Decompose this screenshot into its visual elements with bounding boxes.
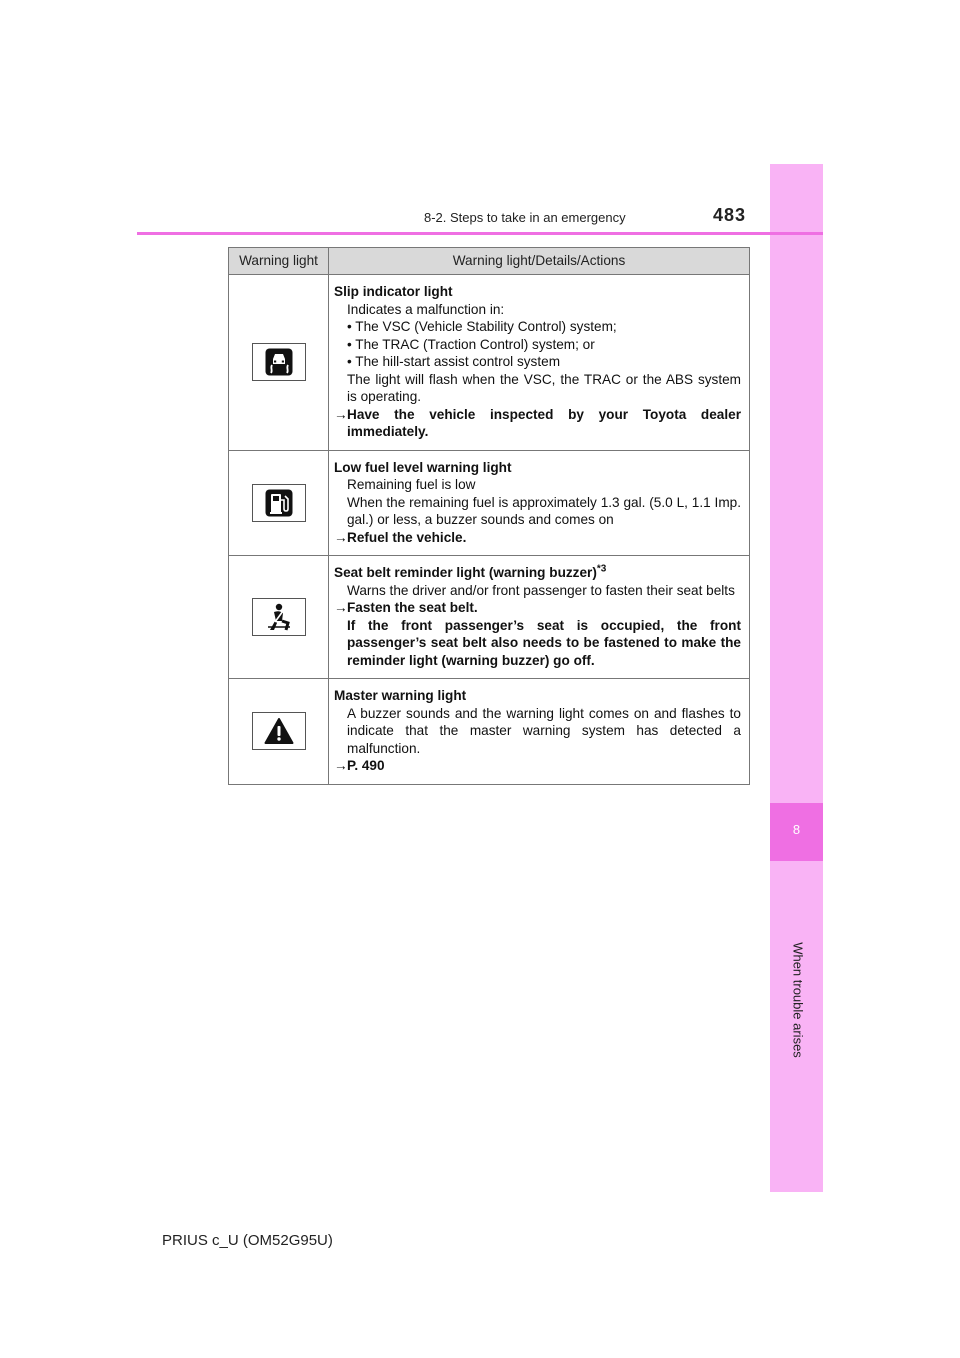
warning-light-table (228, 247, 750, 785)
arrow-icon: → (334, 600, 348, 615)
page-number: 483 (713, 205, 747, 225)
table-row (229, 275, 750, 451)
arrow-icon: → (334, 758, 348, 773)
row-action: →Fasten the seat belt. (334, 600, 478, 615)
arrow-icon: → (334, 406, 348, 422)
row-title: Seat belt reminder light (warning buzzer)$^{*3}$ (334, 563, 607, 580)
slip-indicator-icon (252, 343, 306, 381)
seat-belt-icon (252, 598, 306, 636)
row-title: Low fuel level warning light (334, 459, 512, 475)
chapter-label: When trouble arises (790, 942, 806, 1058)
row-body: The light will flash when the VSC, the TRAC or the ABS system is operating. (347, 371, 741, 404)
row-note: If the front passenger’s seat is occupied, the front passenger’s seat belt also needs to be fastened to make the reminder light (warning buzzer) go off. (347, 617, 741, 668)
section-title: 8-2. Steps to take in an emergency (424, 210, 626, 225)
footnote-marker: *3 (596, 563, 607, 575)
table-row (229, 556, 750, 679)
row-description: Remaining fuel is low (347, 477, 476, 492)
list-item: • The VSC (Vehicle Stability Control) system; (347, 319, 617, 334)
list-item: • The TRAC (Traction Control) system; or (347, 336, 595, 352)
list-item: • The hill-start assist control system (347, 354, 561, 369)
col-header-details: Warning light/Details/Actions (329, 248, 750, 275)
row-body: When the remaining fuel is approximately 1.3 gal. (5.0 L, 1.1 Imp. gal.) or less, a buzzer sounds and comes on (347, 494, 741, 527)
row-action[interactable] (334, 757, 741, 775)
header-rule (137, 232, 823, 235)
table-header-row (229, 248, 750, 275)
chapter-number: 8 (792, 822, 801, 837)
row-title: Slip indicator light (334, 284, 453, 299)
row-description: A buzzer sounds and the warning light comes on and flashes to indicate that the master warning system has detected a malfunction. (347, 705, 741, 756)
row-action: →Have the vehicle inspected by your Toyota dealer immediately. (334, 406, 741, 439)
manual-code: PRIUS c_U (OM52G95U) (162, 1232, 333, 1249)
master-warning-icon (252, 712, 306, 750)
arrow-icon: → (334, 529, 348, 545)
fuel-pump-icon (252, 484, 306, 522)
row-description: Warns the driver and/or front passenger to fasten their seat belts (347, 582, 735, 598)
row-action: →Refuel the vehicle. (334, 529, 467, 545)
page-reference-link: P. 490 (347, 758, 385, 773)
row-title: Master warning light (334, 688, 467, 703)
table-row (229, 450, 750, 556)
table-row (229, 679, 750, 785)
row-description: Indicates a malfunction in: (347, 301, 505, 317)
col-header-warning-light: Warning light (229, 248, 329, 275)
